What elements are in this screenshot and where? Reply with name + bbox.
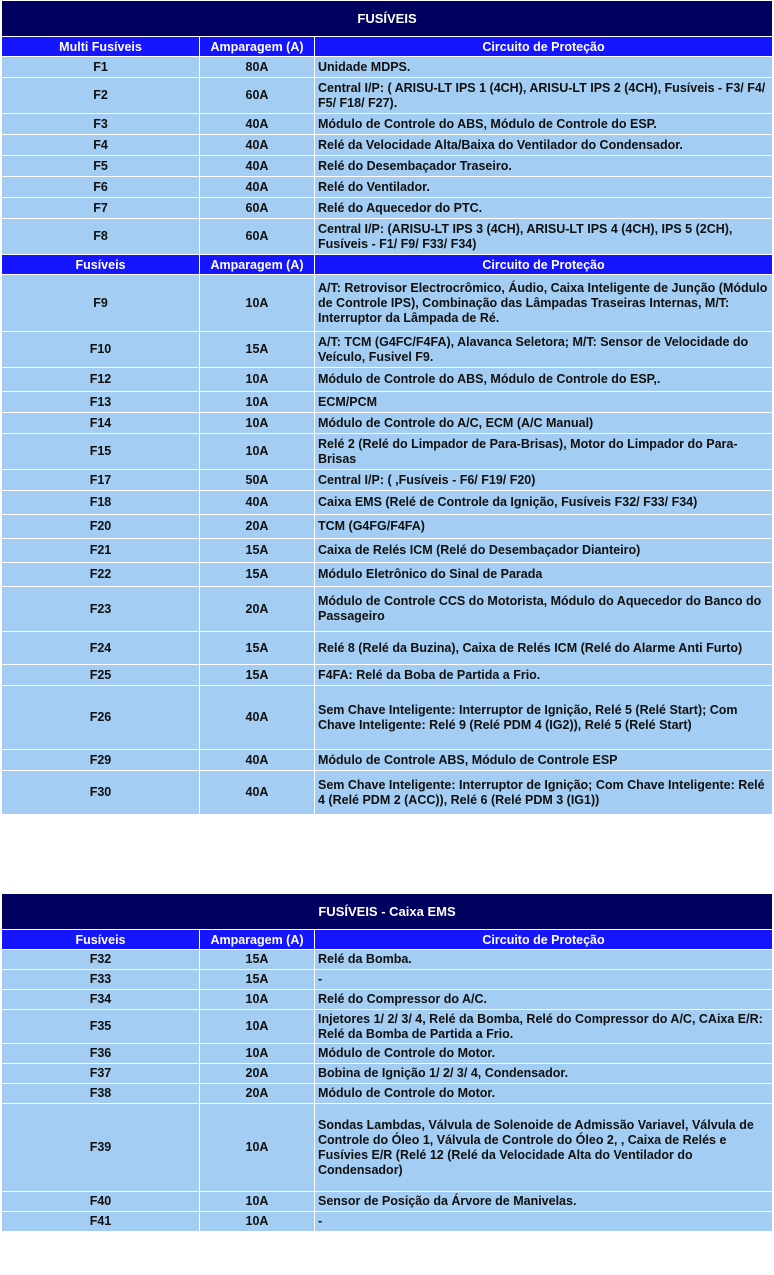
circuit-cell: Relé da Velocidade Alta/Baixa do Ventilador do Condensador. <box>315 135 772 155</box>
amperage-cell: 20A <box>200 515 314 538</box>
amperage-column-header: Amparagem (A) <box>200 930 314 949</box>
fuse-id-cell: F3 <box>2 114 199 134</box>
amperage-column-header: Amparagem (A) <box>200 37 314 56</box>
fuse-id-cell: F29 <box>2 750 199 770</box>
circuit-cell: Caixa EMS (Relé de Controle da Ignição, Fusíveis F32/ F33/ F34) <box>315 491 772 514</box>
fuse-id-cell: F23 <box>2 587 199 631</box>
circuit-cell: Módulo de Controle do Motor. <box>315 1084 772 1103</box>
table-title-row <box>2 894 772 929</box>
table-row <box>2 368 772 391</box>
table-row <box>2 665 772 685</box>
amperage-cell: 40A <box>200 491 314 514</box>
amperage-cell: 15A <box>200 539 314 562</box>
amperage-cell: 60A <box>200 78 314 113</box>
table-row <box>2 413 772 433</box>
table-row <box>2 539 772 562</box>
amperage-cell: 80A <box>200 57 314 77</box>
amperage-cell: 10A <box>200 990 314 1009</box>
fuse-id-cell: F10 <box>2 332 199 367</box>
amperage-cell: 10A <box>200 1192 314 1211</box>
amperage-cell: 60A <box>200 219 314 254</box>
fuse-id-cell: F6 <box>2 177 199 197</box>
circuit-cell: Caixa de Relés ICM (Relé do Desembaçador Dianteiro) <box>315 539 772 562</box>
fuse-column-header: Multi Fusíveis <box>2 37 199 56</box>
circuit-cell: Injetores 1/ 2/ 3/ 4, Relé da Bomba, Relé do Compressor do A/C, CAixa E/R: Relé da Bomba de Partida a Frio. <box>315 1010 772 1043</box>
amperage-cell: 10A <box>200 413 314 433</box>
amperage-cell: 10A <box>200 275 314 331</box>
circuit-cell: Sem Chave Inteligente: Interruptor de Ignição; Com Chave Inteligente: Relé 4 (Relé PDM 2 (ACC)), Relé 6 (Relé PDM 3 (IG1)) <box>315 771 772 814</box>
amperage-cell: 15A <box>200 950 314 969</box>
table-row <box>2 587 772 631</box>
ems-fuses-table <box>1 893 773 1232</box>
fuse-id-cell: F7 <box>2 198 199 218</box>
table-title: FUSÍVEIS <box>2 1 772 36</box>
table-row <box>2 990 772 1009</box>
circuit-cell: Relé da Bomba. <box>315 950 772 969</box>
amperage-cell: 10A <box>200 1010 314 1043</box>
fuse-id-cell: F22 <box>2 563 199 586</box>
circuit-cell: Relé do Ventilador. <box>315 177 772 197</box>
table-row <box>2 1064 772 1083</box>
fuse-id-cell: F17 <box>2 470 199 490</box>
amperage-cell: 40A <box>200 135 314 155</box>
table-row <box>2 1044 772 1063</box>
amperage-cell: 15A <box>200 665 314 685</box>
table-row <box>2 135 772 155</box>
fuse-id-cell: F39 <box>2 1104 199 1191</box>
fuse-id-cell: F2 <box>2 78 199 113</box>
circuit-cell: Módulo de Controle do ABS, Módulo de Controle do ESP. <box>315 114 772 134</box>
table-row <box>2 198 772 218</box>
table-row <box>2 275 772 331</box>
table-row <box>2 970 772 989</box>
fuse-id-cell: F41 <box>2 1212 199 1231</box>
circuit-cell: - <box>315 1212 772 1231</box>
amperage-cell: 15A <box>200 970 314 989</box>
fuse-id-cell: F35 <box>2 1010 199 1043</box>
table-row <box>2 515 772 538</box>
circuit-cell: Central I/P: ( ARISU-LT IPS 1 (4CH), ARISU-LT IPS 2 (4CH), Fusíveis - F3/ F4/ F5/ F18/ F27). <box>315 78 772 113</box>
table-row <box>2 750 772 770</box>
fuse-id-cell: F26 <box>2 686 199 749</box>
amperage-cell: 15A <box>200 563 314 586</box>
amperage-cell: 40A <box>200 177 314 197</box>
amperage-cell: 40A <box>200 686 314 749</box>
fuses-table <box>1 0 773 815</box>
table-row <box>2 470 772 490</box>
amperage-cell: 20A <box>200 587 314 631</box>
circuit-column-header: Circuito de Proteção <box>315 930 772 949</box>
table-row <box>2 771 772 814</box>
table-row <box>2 392 772 412</box>
table-title: FUSÍVEIS - Caixa EMS <box>2 894 772 929</box>
fuse-id-cell: F34 <box>2 990 199 1009</box>
table-row <box>2 332 772 367</box>
fuse-id-cell: F33 <box>2 970 199 989</box>
circuit-cell: Módulo de Controle ABS, Módulo de Controle ESP <box>315 750 772 770</box>
circuit-cell: Unidade MDPS. <box>315 57 772 77</box>
table-row <box>2 57 772 77</box>
fuse-id-cell: F32 <box>2 950 199 969</box>
fuse-id-cell: F8 <box>2 219 199 254</box>
circuit-cell: Módulo Eletrônico do Sinal de Parada <box>315 563 772 586</box>
circuit-cell: F4FA: Relé da Boba de Partida a Frio. <box>315 665 772 685</box>
table-row <box>2 434 772 469</box>
circuit-cell: Relé 2 (Relé do Limpador de Para-Brisas), Motor do Limpador do Para-Brisas <box>315 434 772 469</box>
amperage-cell: 20A <box>200 1084 314 1103</box>
fuse-id-cell: F4 <box>2 135 199 155</box>
circuit-cell: Relé 8 (Relé da Buzina), Caixa de Relés ICM (Relé do Alarme Anti Furto) <box>315 632 772 664</box>
amperage-cell: 50A <box>200 470 314 490</box>
circuit-cell: - <box>315 970 772 989</box>
fuse-id-cell: F36 <box>2 1044 199 1063</box>
fuse-id-cell: F5 <box>2 156 199 176</box>
amperage-cell: 10A <box>200 392 314 412</box>
column-header-row <box>2 255 772 274</box>
circuit-column-header: Circuito de Proteção <box>315 37 772 56</box>
fuse-id-cell: F12 <box>2 368 199 391</box>
circuit-cell: Módulo de Controle CCS do Motorista, Módulo do Aquecedor do Banco do Passageiro <box>315 587 772 631</box>
fuse-id-cell: F21 <box>2 539 199 562</box>
circuit-cell: Módulo de Controle do A/C, ECM (A/C Manual) <box>315 413 772 433</box>
table-row <box>2 686 772 749</box>
circuit-cell: TCM (G4FG/F4FA) <box>315 515 772 538</box>
circuit-cell: Sensor de Posição da Árvore de Manivelas. <box>315 1192 772 1211</box>
circuit-cell: Sem Chave Inteligente: Interruptor de Ignição, Relé 5 (Relé Start); Com Chave Inteligente: Relé 9 (Relé PDM 4 (IG2)), Relé 5 (Relé Start) <box>315 686 772 749</box>
fuse-column-header: Fusíveis <box>2 930 199 949</box>
circuit-cell: Bobina de Ignição 1/ 2/ 3/ 4, Condensador. <box>315 1064 772 1083</box>
amperage-cell: 40A <box>200 771 314 814</box>
circuit-cell: Relé do Desembaçador Traseiro. <box>315 156 772 176</box>
circuit-cell: ECM/PCM <box>315 392 772 412</box>
table-row <box>2 1104 772 1191</box>
circuit-cell: A/T: Retrovisor Electrocrômico, Áudio, Caixa Inteligente de Junção (Módulo de Controle IPS), Combinação das Lâmpadas Traseiras Internas, M/T: Interruptor da Lâmpada de Ré. <box>315 275 772 331</box>
circuit-cell: Relé do Compressor do A/C. <box>315 990 772 1009</box>
column-header-row <box>2 930 772 949</box>
amperage-cell: 15A <box>200 632 314 664</box>
amperage-cell: 10A <box>200 434 314 469</box>
amperage-cell: 15A <box>200 332 314 367</box>
table-row <box>2 219 772 254</box>
table-row <box>2 950 772 969</box>
circuit-cell: Relé do Aquecedor do PTC. <box>315 198 772 218</box>
table-row <box>2 563 772 586</box>
amperage-column-header: Amparagem (A) <box>200 255 314 274</box>
circuit-cell: Sondas Lambdas, Válvula de Solenoide de Admissão Variavel, Válvula de Controle do Óleo 1, Válvula de Controle do Óleo 2, , Caixa de Relés e Fusívies E/R (Relé 12 (Relé da Velocidade Alta do Ventilador do Condensador) <box>315 1104 772 1191</box>
fuse-id-cell: F30 <box>2 771 199 814</box>
amperage-cell: 10A <box>200 1044 314 1063</box>
circuit-cell: Módulo de Controle do ABS, Módulo de Controle do ESP,. <box>315 368 772 391</box>
table-row <box>2 1212 772 1231</box>
amperage-cell: 40A <box>200 114 314 134</box>
circuit-cell: Central I/P: (ARISU-LT IPS 3 (4CH), ARISU-LT IPS 4 (4CH), IPS 5 (2CH), Fusíveis - F1/ F9/ F33/ F34) <box>315 219 772 254</box>
table-row <box>2 1192 772 1211</box>
fuse-id-cell: F18 <box>2 491 199 514</box>
circuit-cell: A/T: TCM (G4FC/F4FA), Alavanca Seletora; M/T: Sensor de Velocidade do Veículo, Fusivel F9. <box>315 332 772 367</box>
amperage-cell: 10A <box>200 1212 314 1231</box>
amperage-cell: 40A <box>200 750 314 770</box>
table-row <box>2 156 772 176</box>
table-title-row <box>2 1 772 36</box>
amperage-cell: 10A <box>200 368 314 391</box>
fuse-id-cell: F14 <box>2 413 199 433</box>
table-row <box>2 1010 772 1043</box>
fuse-id-cell: F24 <box>2 632 199 664</box>
circuit-cell: Central I/P: ( ,Fusíveis - F6/ F19/ F20) <box>315 470 772 490</box>
fuse-id-cell: F9 <box>2 275 199 331</box>
table-row <box>2 114 772 134</box>
table-row <box>2 632 772 664</box>
fuse-id-cell: F20 <box>2 515 199 538</box>
table-row <box>2 177 772 197</box>
fuse-id-cell: F1 <box>2 57 199 77</box>
table-row <box>2 1084 772 1103</box>
amperage-cell: 60A <box>200 198 314 218</box>
fuse-id-cell: F40 <box>2 1192 199 1211</box>
fuse-table-ems <box>0 893 774 1232</box>
amperage-cell: 20A <box>200 1064 314 1083</box>
fuse-id-cell: F15 <box>2 434 199 469</box>
amperage-cell: 10A <box>200 1104 314 1191</box>
circuit-column-header: Circuito de Proteção <box>315 255 772 274</box>
table-row <box>2 78 772 113</box>
table-row <box>2 491 772 514</box>
amperage-cell: 40A <box>200 156 314 176</box>
fuse-id-cell: F37 <box>2 1064 199 1083</box>
fuse-id-cell: F25 <box>2 665 199 685</box>
fuse-id-cell: F13 <box>2 392 199 412</box>
fuse-id-cell: F38 <box>2 1084 199 1103</box>
fuse-column-header: Fusíveis <box>2 255 199 274</box>
circuit-cell: Módulo de Controle do Motor. <box>315 1044 772 1063</box>
column-header-row <box>2 37 772 56</box>
